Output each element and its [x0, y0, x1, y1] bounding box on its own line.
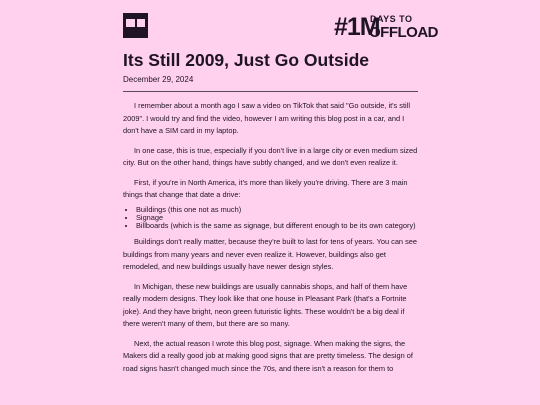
list-item: • Signage: [136, 214, 418, 222]
paragraph: I remember about a month ago I saw a video on TikTok that said "Go outside, it's still 2009". I would try and find the video, however I am writing this blog post in a car, and I don't have a SIM card in my laptop.: [123, 101, 410, 135]
paragraph: In one case, this is true, especially if you don't live in a large city or even medium sized city. But on the other hand, things have subtly changed, and we don't even realize it.: [123, 145, 418, 167]
logo-right-block: [137, 19, 146, 27]
page-title: Its Still 2009, Just Go Outside: [123, 50, 370, 70]
post-body: [123, 100, 418, 382]
paragraph: In Michigan, these new buildings are usually cannabis shops, and half of them have really modern designs. They look like that one house in Pleasant Park (that's a Fortnite joke). And they have bright, neon green futuristic lights. These wouldn't be a big deal if there weren't many of them, but there are so many.: [123, 281, 408, 329]
bullet-list: [123, 206, 418, 231]
paragraph: Buildings don't really matter, because they're built to last for tens of years. You can see buildings from many years and never even realize it. However, buildings also get remodeled, and new buildings usually have newer design styles.: [123, 237, 418, 272]
badge-line-2: OFFLOAD: [369, 24, 438, 41]
paragraph: First, if you're in North America, it's more than likely you're driving. There are 3 main things that change that date a drive:: [123, 177, 408, 199]
badge-line-1: DAYS TO: [370, 14, 413, 24]
list-item: • Billboards (which is the same as signage, but different enough to be its own category): [136, 222, 418, 230]
badge-number: #1M: [334, 13, 380, 41]
list-item: • Buildings (this one not as much): [136, 206, 418, 214]
site-logo-icon[interactable]: [123, 13, 148, 38]
post-date: December 29, 2024: [123, 75, 194, 84]
days-to-offload-badge[interactable]: [334, 13, 438, 41]
divider: [123, 91, 418, 92]
paragraph: Next, the actual reason I wrote this blog post, signage. When making the signs, the Makers did a really good job at making good signs that are pretty timeless. The design of road signs hasn't changed much since the 70s, and there isn't a reason for them to: [123, 338, 413, 373]
logo-left-block: [126, 19, 135, 27]
